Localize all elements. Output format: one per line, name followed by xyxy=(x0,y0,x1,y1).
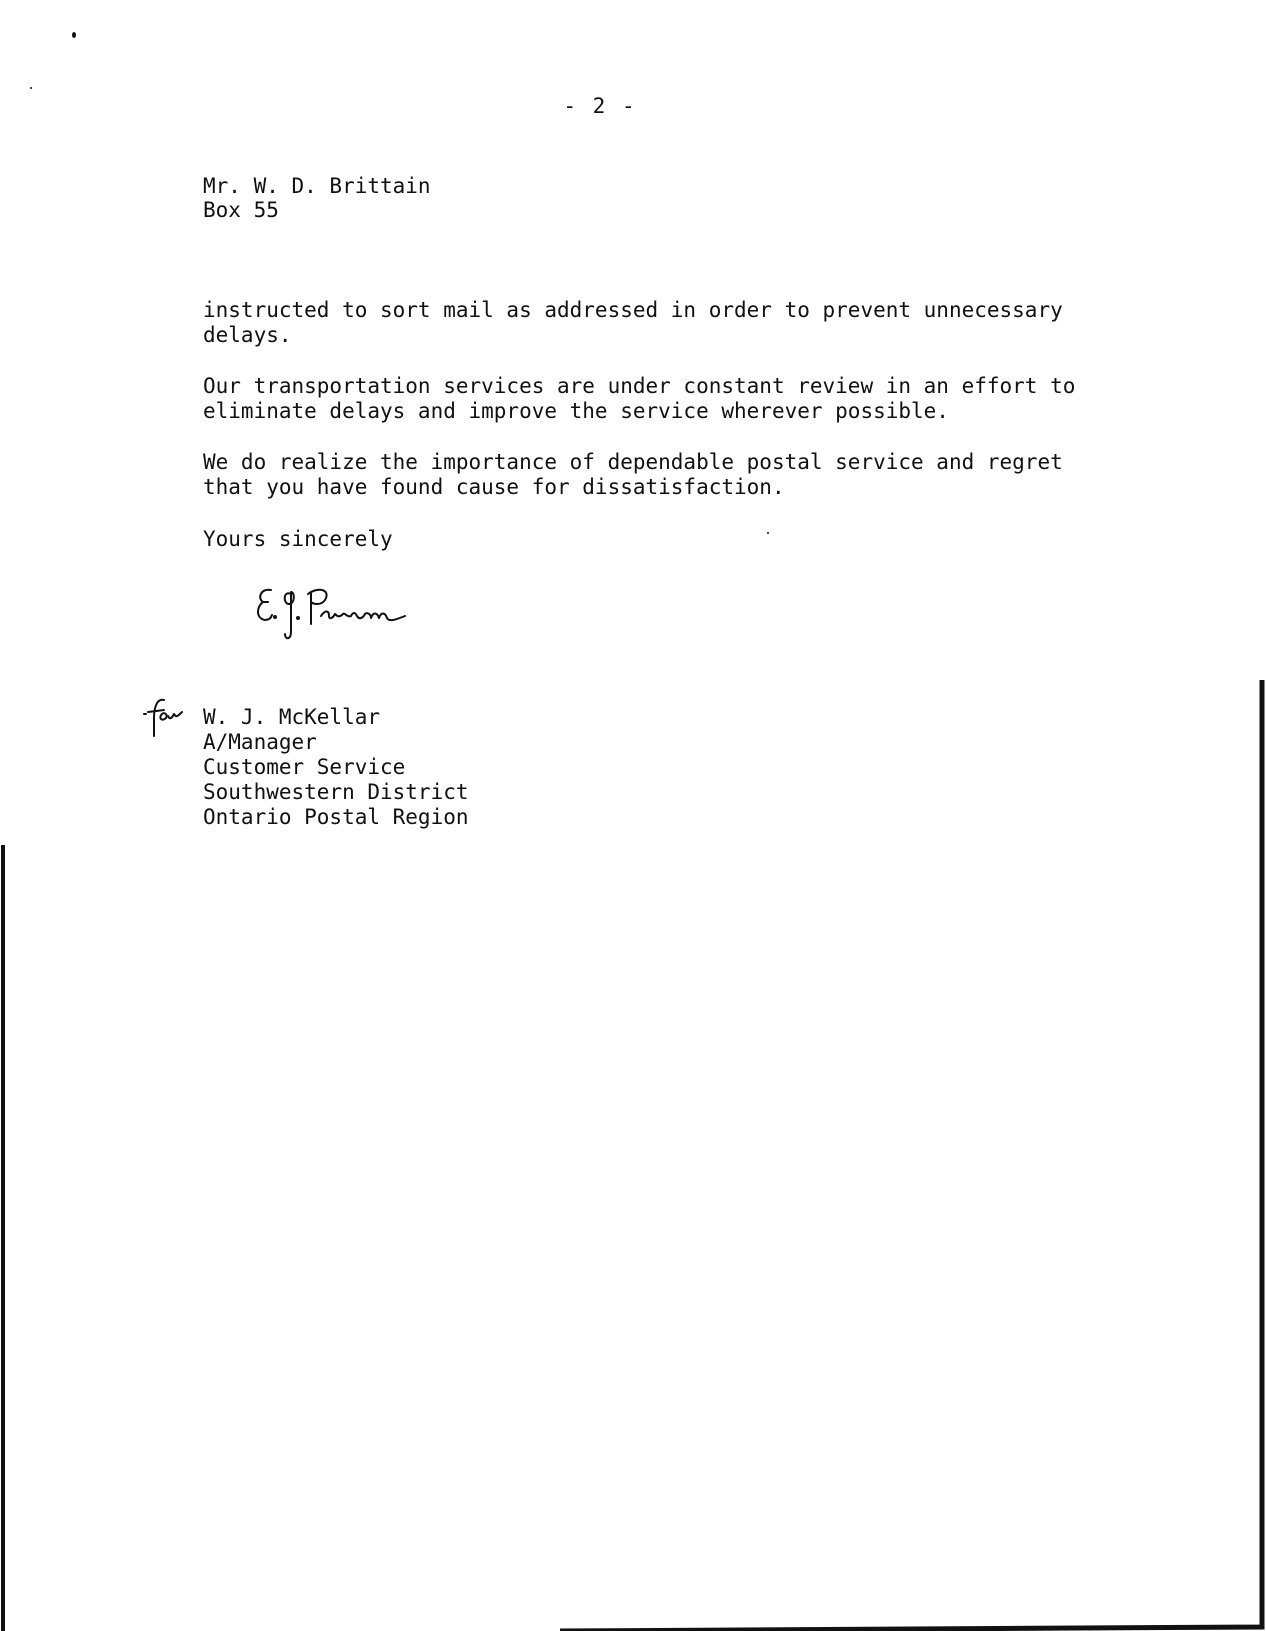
body-paragraph-2-line-2: eliminate delays and improve the service wherever possible. xyxy=(203,399,949,423)
scan-speck xyxy=(767,532,769,534)
body-paragraph-3-line-2: that you have found cause for dissatisfaction. xyxy=(203,475,785,499)
page-number: - 2 - xyxy=(563,94,637,118)
scan-speck xyxy=(72,32,76,38)
handwritten-signature xyxy=(255,582,435,652)
recipient-name: Mr. W. D. Brittain xyxy=(203,174,431,198)
body-paragraph-3-line-1: We do realize the importance of dependable postal service and regret xyxy=(203,450,1063,474)
signatory-title: A/Manager xyxy=(203,730,317,754)
closing: Yours sincerely xyxy=(203,527,393,551)
body-paragraph-1-line-2: delays. xyxy=(203,323,292,347)
handwritten-for-mark xyxy=(142,696,194,748)
signatory-region: Ontario Postal Region xyxy=(203,805,469,829)
signatory-department: Customer Service xyxy=(203,755,406,779)
signatory-name: W. J. McKellar xyxy=(203,705,381,729)
scan-speck xyxy=(30,87,32,89)
body-paragraph-2-line-1: Our transportation services are under constant review in an effort to xyxy=(203,374,1076,398)
body-paragraph-1-line-1: instructed to sort mail as addressed in order to prevent unnecessary xyxy=(203,298,1063,322)
recipient-address: Box 55 xyxy=(203,198,279,222)
signatory-district: Southwestern District xyxy=(203,780,469,804)
